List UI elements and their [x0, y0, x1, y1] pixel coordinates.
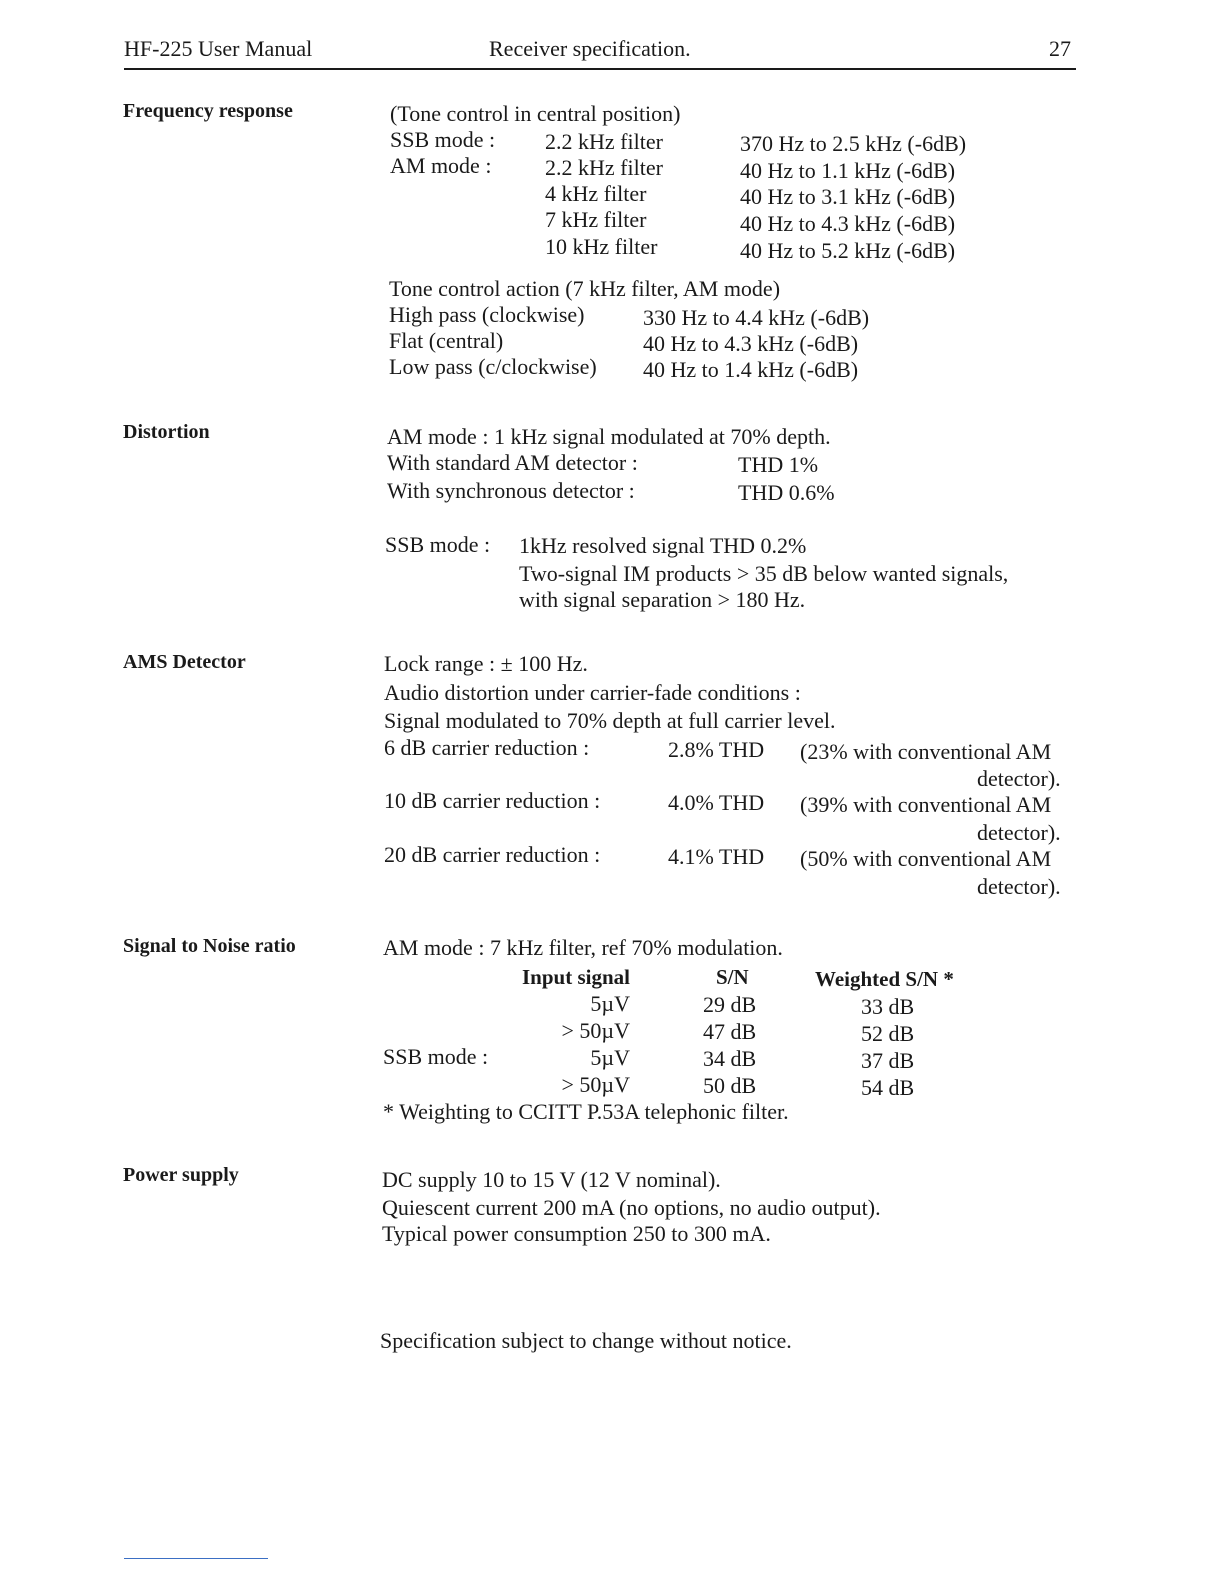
fr-range: 40 Hz to 1.1 kHz (-6dB): [740, 158, 956, 183]
fr-filter: 2.2 kHz filter: [545, 129, 663, 154]
header-rule: [124, 68, 1076, 70]
power-line: Typical power consumption 250 to 300 mA.: [382, 1221, 771, 1246]
snr-sn: 29 dB: [703, 992, 757, 1017]
power-line: DC supply 10 to 15 V (12 V nominal).: [382, 1167, 721, 1192]
fr-filter: 10 kHz filter: [545, 234, 658, 259]
snr-weighted: 37 dB: [861, 1048, 915, 1073]
distortion-am-line: AM mode : 1 kHz signal modulated at 70% depth.: [387, 424, 831, 449]
std-detector-label: With standard AM detector :: [387, 450, 638, 475]
carrier-comparison: (23% with conventional AM: [800, 739, 1052, 764]
snr-col-sn: S/N: [716, 965, 749, 989]
distortion-label: Distortion: [123, 421, 210, 443]
distortion-ssb-line: with signal separation > 180 Hz.: [519, 587, 806, 612]
snr-footnote: * Weighting to CCITT P.53A telephonic filter.: [383, 1099, 789, 1124]
sync-detector-label: With synchronous detector :: [387, 478, 635, 503]
fr-range: 40 Hz to 4.3 kHz (-6dB): [740, 211, 956, 236]
power-supply-label: Power supply: [123, 1164, 239, 1186]
signal-modulated: Signal modulated to 70% depth at full carrier level.: [384, 708, 836, 733]
tone-setting: Flat (central): [389, 328, 504, 353]
snr-input: > 50µV: [561, 1072, 630, 1097]
distortion-ssb-line: 1kHz resolved signal THD 0.2%: [519, 533, 807, 558]
distortion-ssb-line: Two-signal IM products > 35 dB below wanted signals,: [519, 561, 1009, 586]
carrier-comparison: (50% with conventional AM: [800, 846, 1052, 871]
snr-label: Signal to Noise ratio: [123, 935, 296, 957]
distortion-ssb-mode: SSB mode :: [385, 532, 491, 557]
lock-range: Lock range : ± 100 Hz.: [384, 651, 588, 676]
footer-line: [124, 1558, 268, 1559]
tone-range: 40 Hz to 1.4 kHz (-6dB): [643, 357, 859, 382]
section-title: Receiver specification.: [489, 36, 691, 61]
fr-filter: 2.2 kHz filter: [545, 155, 663, 180]
change-notice: Specification subject to change without notice.: [380, 1328, 792, 1353]
detector-word: detector).: [977, 766, 1061, 791]
carrier-reduction: 10 dB carrier reduction :: [384, 788, 601, 813]
carrier-reduction: 20 dB carrier reduction :: [384, 842, 601, 867]
carrier-reduction: 6 dB carrier reduction :: [384, 735, 590, 760]
snr-sn: 50 dB: [703, 1073, 757, 1098]
manual-title: HF-225 User Manual: [124, 36, 313, 61]
snr-sn: 34 dB: [703, 1046, 757, 1071]
fr-ssb-mode: SSB mode :: [390, 127, 496, 152]
carrier-thd: 2.8% THD: [668, 737, 765, 762]
ams-detector-label: AMS Detector: [123, 651, 246, 673]
tone-setting: High pass (clockwise): [389, 302, 585, 327]
fr-filter: 4 kHz filter: [545, 181, 647, 206]
sync-detector-thd: THD 0.6%: [738, 480, 835, 505]
snr-col-input: Input signal: [522, 965, 630, 989]
snr-am-line: AM mode : 7 kHz filter, ref 70% modulation.: [383, 935, 783, 960]
fr-range: 40 Hz to 3.1 kHz (-6dB): [740, 184, 956, 209]
snr-weighted: 33 dB: [861, 994, 915, 1019]
snr-sn: 47 dB: [703, 1019, 757, 1044]
fr-filter: 7 kHz filter: [545, 207, 647, 232]
tone-control-heading: Tone control action (7 kHz filter, AM mode): [389, 276, 781, 301]
tone-setting: Low pass (c/clockwise): [389, 354, 597, 379]
carrier-thd: 4.1% THD: [668, 844, 765, 869]
snr-input: 5µV: [590, 991, 630, 1016]
frequency-response-label: Frequency response: [123, 100, 293, 122]
detector-word: detector).: [977, 874, 1061, 899]
power-line: Quiescent current 200 mA (no options, no audio output).: [382, 1195, 881, 1220]
snr-weighted: 52 dB: [861, 1021, 915, 1046]
std-detector-thd: THD 1%: [738, 452, 819, 477]
detector-word: detector).: [977, 820, 1061, 845]
fr-range: 40 Hz to 5.2 kHz (-6dB): [740, 238, 956, 263]
fr-am-mode: AM mode :: [390, 153, 492, 178]
tone-range: 330 Hz to 4.4 kHz (-6dB): [643, 305, 870, 330]
snr-weighted: 54 dB: [861, 1075, 915, 1100]
snr-ssb-mode: SSB mode :: [383, 1044, 489, 1069]
snr-input: 5µV: [590, 1045, 630, 1070]
audio-distortion: Audio distortion under carrier-fade conditions :: [384, 680, 801, 705]
carrier-comparison: (39% with conventional AM: [800, 792, 1052, 817]
snr-col-weighted: Weighted S/N *: [815, 967, 954, 991]
carrier-thd: 4.0% THD: [668, 790, 765, 815]
tone-range: 40 Hz to 4.3 kHz (-6dB): [643, 331, 859, 356]
snr-input: > 50µV: [561, 1018, 630, 1043]
frequency-response-intro: (Tone control in central position): [390, 101, 681, 126]
page-number: 27: [1049, 36, 1071, 61]
fr-range: 370 Hz to 2.5 kHz (-6dB): [740, 131, 967, 156]
